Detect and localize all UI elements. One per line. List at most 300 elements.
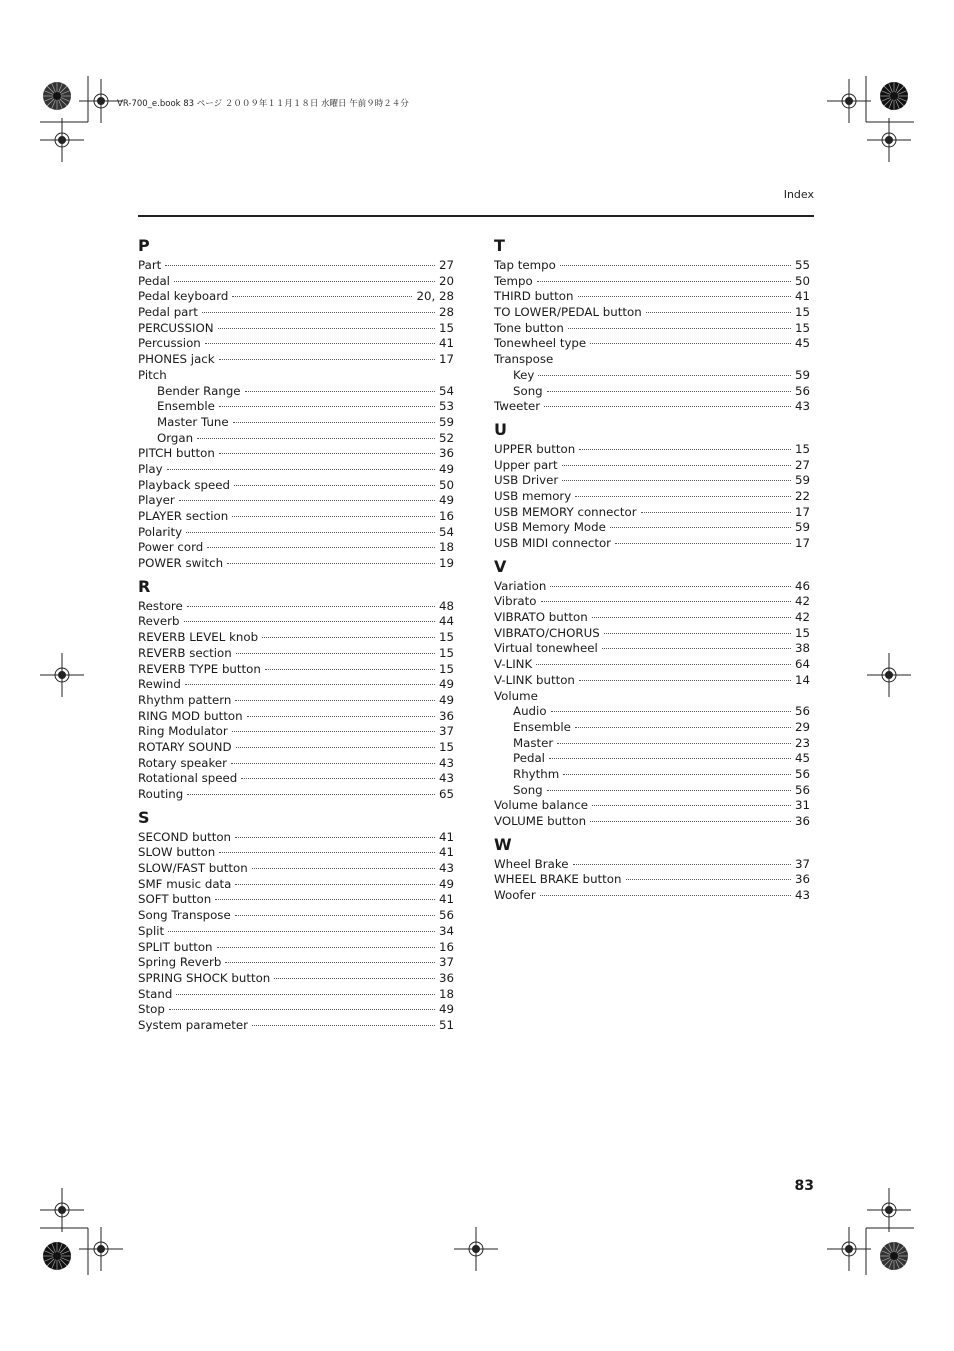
entry-page: 56 bbox=[794, 782, 810, 797]
entry-page: 42 bbox=[794, 610, 810, 625]
index-entry bbox=[138, 892, 454, 908]
index-entry bbox=[138, 478, 454, 494]
entry-page: 37 bbox=[794, 856, 810, 871]
index-entry bbox=[138, 305, 454, 321]
index-entry bbox=[494, 505, 810, 521]
entry-term: POWER switch bbox=[138, 556, 224, 571]
index-entry bbox=[138, 509, 454, 525]
color-target-icon bbox=[43, 82, 71, 110]
entry-page: 55 bbox=[794, 258, 810, 272]
dot-leader bbox=[549, 758, 791, 759]
index-entry bbox=[138, 599, 454, 615]
dot-leader bbox=[537, 281, 791, 282]
entry-page: 20 bbox=[438, 273, 454, 288]
entry-term: Pedal keyboard bbox=[138, 289, 229, 304]
dot-leader bbox=[544, 406, 791, 407]
dot-leader bbox=[265, 669, 435, 670]
entry-page: 45 bbox=[794, 751, 810, 766]
dot-leader bbox=[231, 763, 435, 764]
entry-term: SOFT button bbox=[138, 892, 212, 907]
entry-term: Organ bbox=[157, 430, 194, 445]
index-entry bbox=[138, 908, 454, 924]
color-target-icon bbox=[880, 1242, 908, 1270]
dot-leader bbox=[235, 884, 435, 885]
index-entry bbox=[138, 525, 454, 541]
index-entry bbox=[138, 830, 454, 846]
entry-page: 54 bbox=[438, 383, 454, 398]
dot-leader bbox=[219, 852, 435, 853]
dot-leader bbox=[579, 680, 791, 681]
index-entry bbox=[138, 709, 454, 725]
index-entry bbox=[138, 987, 454, 1003]
index-entry bbox=[494, 289, 810, 305]
index-entry bbox=[138, 861, 454, 877]
entry-page: 17 bbox=[438, 352, 454, 367]
entry-term: V-LINK button bbox=[494, 672, 575, 687]
index-entry bbox=[494, 610, 810, 626]
entry-term: Pitch bbox=[138, 367, 167, 382]
entry-page: 43 bbox=[438, 771, 454, 786]
color-target-icon bbox=[43, 1242, 71, 1270]
entry-page: 52 bbox=[438, 430, 454, 445]
entry-page: 49 bbox=[438, 876, 454, 891]
index-entry bbox=[138, 556, 454, 572]
entry-term: USB Driver bbox=[494, 473, 559, 488]
index-entry bbox=[494, 657, 810, 673]
dot-leader bbox=[646, 312, 791, 313]
entry-page: 17 bbox=[794, 504, 810, 519]
entry-term: Spring Reverb bbox=[138, 955, 222, 970]
dot-leader bbox=[234, 485, 435, 486]
index-entry bbox=[138, 756, 454, 772]
entry-page: 36 bbox=[438, 970, 454, 985]
entry-page: 15 bbox=[438, 630, 454, 645]
dot-leader bbox=[274, 978, 435, 979]
dot-leader bbox=[217, 947, 435, 948]
page-number: 83 bbox=[794, 1178, 814, 1194]
entry-term: PERCUSSION bbox=[138, 320, 214, 335]
index-entry bbox=[138, 630, 454, 646]
index-column-left bbox=[138, 234, 454, 1037]
index-entry bbox=[138, 845, 454, 861]
dot-leader bbox=[165, 265, 435, 266]
index-entry bbox=[494, 798, 810, 814]
index-section-s bbox=[138, 806, 454, 1034]
entry-term: Tone button bbox=[494, 320, 564, 335]
dot-leader bbox=[562, 465, 791, 466]
entry-page: 65 bbox=[438, 787, 454, 801]
entry-page: 43 bbox=[794, 888, 810, 903]
entry-page: 41 bbox=[794, 289, 810, 304]
entry-page: 56 bbox=[794, 704, 810, 719]
dot-leader bbox=[207, 547, 435, 548]
index-entry bbox=[494, 489, 810, 505]
entry-term: Vibrato bbox=[494, 594, 537, 609]
entry-page: 18 bbox=[438, 986, 454, 1001]
dot-leader bbox=[590, 343, 791, 344]
entry-page: 56 bbox=[794, 766, 810, 781]
dot-leader bbox=[592, 617, 791, 618]
entry-page: 15 bbox=[794, 441, 810, 456]
index-entry bbox=[138, 540, 454, 556]
index-entry bbox=[138, 924, 454, 940]
entry-page: 36 bbox=[794, 814, 810, 828]
index-subentry bbox=[494, 751, 810, 767]
index-subentry bbox=[138, 384, 454, 400]
index-subentry bbox=[494, 736, 810, 752]
entry-term: SLOW/FAST button bbox=[138, 861, 248, 876]
index-entry bbox=[494, 888, 810, 904]
entry-page: 20, 28 bbox=[416, 289, 454, 304]
dot-leader bbox=[602, 648, 791, 649]
entry-term: Song Transpose bbox=[138, 908, 231, 923]
entry-page: 16 bbox=[438, 509, 454, 523]
entry-term: Ring Modulator bbox=[138, 724, 228, 739]
dot-leader bbox=[557, 743, 791, 744]
dot-leader bbox=[578, 296, 791, 297]
entry-term: Master bbox=[513, 735, 554, 750]
entry-term: WHEEL BRAKE button bbox=[494, 872, 622, 887]
entry-term: System parameter bbox=[138, 1017, 249, 1032]
entry-term: Stand bbox=[138, 986, 173, 1001]
entry-term: Bender Range bbox=[157, 383, 241, 398]
dot-leader bbox=[179, 500, 435, 501]
dot-leader bbox=[247, 716, 435, 717]
entry-page: 29 bbox=[794, 719, 810, 734]
entry-page: 37 bbox=[438, 955, 454, 970]
entry-term: Song bbox=[513, 782, 543, 797]
dot-leader bbox=[187, 606, 435, 607]
dot-leader bbox=[235, 700, 435, 701]
entry-page: 15 bbox=[438, 739, 454, 754]
dot-leader bbox=[547, 391, 791, 392]
dot-leader bbox=[167, 469, 435, 470]
dot-leader bbox=[218, 328, 435, 329]
index-subentry bbox=[494, 704, 810, 720]
entry-term: Power cord bbox=[138, 540, 204, 555]
section-letter: R bbox=[138, 576, 151, 596]
entry-term: Polarity bbox=[138, 524, 183, 539]
entry-term: Rhythm bbox=[513, 766, 560, 781]
registration-mark-icon bbox=[40, 1188, 84, 1232]
index-entry bbox=[138, 955, 454, 971]
entry-page: 49 bbox=[438, 461, 454, 476]
dot-leader bbox=[232, 516, 435, 517]
index-entry bbox=[494, 536, 810, 552]
entry-term: USB MIDI connector bbox=[494, 536, 612, 550]
index-section-w bbox=[494, 833, 810, 904]
index-column-right bbox=[494, 234, 810, 907]
entry-term: Split bbox=[138, 923, 165, 938]
dot-leader bbox=[252, 1025, 435, 1026]
index-entry bbox=[494, 258, 810, 274]
entry-page: 41 bbox=[438, 892, 454, 907]
index-section-p bbox=[138, 234, 454, 572]
registration-mark-icon bbox=[867, 118, 911, 162]
entry-term: Tempo bbox=[494, 273, 533, 288]
registration-mark-icon bbox=[79, 1227, 123, 1271]
index-entry bbox=[138, 971, 454, 987]
dot-leader bbox=[169, 1009, 435, 1010]
dot-leader bbox=[610, 527, 791, 528]
entry-term: Stop bbox=[138, 1002, 165, 1017]
entry-page: 49 bbox=[438, 692, 454, 707]
dot-leader bbox=[168, 931, 435, 932]
entry-page: 41 bbox=[438, 829, 454, 844]
index-entry bbox=[138, 771, 454, 787]
entry-term: Percussion bbox=[138, 336, 201, 351]
entry-term: Virtual tonewheel bbox=[494, 641, 598, 656]
entry-page: 50 bbox=[438, 477, 454, 492]
entry-term: USB Memory Mode bbox=[494, 520, 606, 535]
index-section-t bbox=[494, 234, 810, 415]
entry-term: REVERB LEVEL knob bbox=[138, 630, 259, 645]
entry-term: Key bbox=[513, 367, 535, 382]
index-subentry bbox=[494, 767, 810, 783]
entry-page: 28 bbox=[438, 305, 454, 320]
entry-page: 15 bbox=[794, 320, 810, 335]
entry-term: Ensemble bbox=[513, 719, 571, 734]
entry-term: Play bbox=[138, 461, 163, 476]
index-entry bbox=[138, 258, 454, 274]
entry-page: 50 bbox=[794, 273, 810, 288]
entry-page: 53 bbox=[438, 399, 454, 414]
index-entry bbox=[138, 274, 454, 290]
entry-term: Song bbox=[513, 383, 543, 398]
entry-term: Pedal bbox=[513, 751, 545, 766]
entry-term: Volume balance bbox=[494, 798, 589, 813]
entry-term: SMF music data bbox=[138, 876, 232, 891]
entry-term: Restore bbox=[138, 598, 183, 613]
entry-page: 56 bbox=[438, 908, 454, 923]
entry-term: Pedal bbox=[138, 273, 170, 288]
index-entry bbox=[138, 1002, 454, 1018]
dot-leader bbox=[540, 895, 791, 896]
section-letter: T bbox=[494, 236, 505, 255]
entry-page: 38 bbox=[794, 641, 810, 656]
entry-term: TO LOWER/PEDAL button bbox=[494, 305, 642, 320]
entry-page: 43 bbox=[438, 861, 454, 876]
entry-page: 49 bbox=[438, 677, 454, 692]
entry-term: Rewind bbox=[138, 677, 181, 692]
entry-page: 22 bbox=[794, 488, 810, 503]
index-entry bbox=[138, 614, 454, 630]
entry-term: Playback speed bbox=[138, 477, 231, 492]
entry-term: SECOND button bbox=[138, 829, 232, 844]
entry-page: 54 bbox=[438, 524, 454, 539]
dot-leader bbox=[233, 422, 435, 423]
index-entry bbox=[138, 1018, 454, 1034]
entry-term: SLOW button bbox=[138, 845, 216, 860]
entry-page: 36 bbox=[794, 872, 810, 887]
registration-mark-icon bbox=[40, 118, 84, 162]
dot-leader bbox=[219, 359, 435, 360]
dot-leader bbox=[202, 312, 435, 313]
registration-mark-icon bbox=[867, 1188, 911, 1232]
index-entry bbox=[138, 940, 454, 956]
dot-leader bbox=[232, 296, 412, 297]
entry-page: 43 bbox=[794, 399, 810, 414]
dot-leader bbox=[197, 438, 435, 439]
dot-leader bbox=[227, 563, 435, 564]
index-entry bbox=[494, 473, 810, 489]
entry-term: Reverb bbox=[138, 614, 180, 629]
index-section-r bbox=[138, 575, 454, 803]
index-entry bbox=[494, 673, 810, 689]
entry-term: V-LINK bbox=[494, 657, 533, 672]
entry-term: Tweeter bbox=[494, 399, 541, 414]
entry-term: Pedal part bbox=[138, 305, 198, 320]
dot-leader bbox=[235, 915, 435, 916]
dot-leader bbox=[219, 406, 435, 407]
entry-page: 43 bbox=[438, 755, 454, 770]
dot-leader bbox=[205, 343, 435, 344]
entry-page: 44 bbox=[438, 614, 454, 629]
dot-leader bbox=[590, 821, 791, 822]
index-entry bbox=[138, 321, 454, 337]
entry-page: 59 bbox=[794, 473, 810, 488]
entry-term: Variation bbox=[494, 578, 547, 593]
entry-page: 19 bbox=[438, 556, 454, 571]
entry-term: PHONES jack bbox=[138, 352, 215, 367]
index-entry bbox=[494, 458, 810, 474]
index-entry bbox=[138, 462, 454, 478]
entry-term: USB MEMORY connector bbox=[494, 504, 637, 519]
registration-mark-icon bbox=[827, 1227, 871, 1271]
index-entry bbox=[494, 321, 810, 337]
entry-page: 27 bbox=[438, 258, 454, 272]
entry-page: 15 bbox=[438, 661, 454, 676]
entry-page: 45 bbox=[794, 336, 810, 351]
entry-term: Tonewheel type bbox=[494, 336, 587, 351]
index-entry bbox=[138, 493, 454, 509]
entry-term: Tap tempo bbox=[494, 258, 556, 272]
entry-term: PLAYER section bbox=[138, 509, 229, 523]
entry-term: THIRD button bbox=[494, 289, 574, 304]
dot-leader bbox=[547, 790, 791, 791]
entry-term: Master Tune bbox=[157, 414, 229, 429]
index-subentry bbox=[494, 368, 810, 384]
section-letter: W bbox=[494, 834, 512, 854]
entry-page: 59 bbox=[794, 367, 810, 382]
entry-page: 51 bbox=[438, 1017, 454, 1032]
index-section-v bbox=[494, 555, 810, 830]
index-entry bbox=[494, 641, 810, 657]
entry-page: 31 bbox=[794, 798, 810, 813]
registration-mark-icon bbox=[867, 653, 911, 697]
entry-page: 49 bbox=[438, 1002, 454, 1017]
entry-term: VIBRATO button bbox=[494, 610, 588, 625]
registration-mark-icon bbox=[827, 79, 871, 123]
index-subentry bbox=[138, 399, 454, 415]
index-entry bbox=[494, 872, 810, 888]
dot-leader bbox=[560, 265, 791, 266]
entry-term: VIBRATO/CHORUS bbox=[494, 625, 600, 640]
index-entry bbox=[494, 352, 810, 368]
index-entry bbox=[494, 814, 810, 830]
index-entry bbox=[138, 740, 454, 756]
entry-page: 27 bbox=[794, 457, 810, 472]
entry-term: PITCH button bbox=[138, 446, 215, 461]
entry-page: 15 bbox=[794, 305, 810, 320]
entry-term: Volume bbox=[494, 688, 538, 703]
entry-term: Transpose bbox=[494, 352, 554, 367]
dot-leader bbox=[536, 664, 791, 665]
dot-leader bbox=[187, 794, 435, 795]
index-entry bbox=[138, 446, 454, 462]
index-subentry bbox=[494, 384, 810, 400]
color-target-icon bbox=[880, 82, 908, 110]
header-rule bbox=[138, 215, 814, 217]
index-entry bbox=[494, 520, 810, 536]
index-entry bbox=[138, 787, 454, 803]
entry-term: Ensemble bbox=[157, 399, 215, 414]
entry-page: 59 bbox=[794, 520, 810, 535]
dot-leader bbox=[185, 684, 435, 685]
index-entry bbox=[138, 877, 454, 893]
index-entry bbox=[494, 626, 810, 642]
entry-term: SPLIT button bbox=[138, 939, 213, 954]
dot-leader bbox=[235, 837, 435, 838]
index-entry bbox=[494, 274, 810, 290]
dot-leader bbox=[604, 633, 791, 634]
entry-page: 37 bbox=[438, 724, 454, 739]
print-slug: VR-700_e.book 83 ページ ２００９年１１月１８日 水曜日 午前９時２４分 bbox=[117, 99, 409, 109]
index-entry bbox=[494, 399, 810, 415]
dot-leader bbox=[176, 994, 435, 995]
entry-term: UPPER button bbox=[494, 441, 576, 456]
dot-leader bbox=[215, 899, 435, 900]
index-entry bbox=[494, 305, 810, 321]
dot-leader bbox=[219, 453, 435, 454]
section-letter: U bbox=[494, 419, 507, 439]
dot-leader bbox=[262, 637, 435, 638]
dot-leader bbox=[641, 512, 791, 513]
index-entry bbox=[494, 442, 810, 458]
dot-leader bbox=[541, 601, 791, 602]
entry-term: Audio bbox=[513, 704, 547, 719]
entry-term: REVERB TYPE button bbox=[138, 661, 261, 676]
index-entry bbox=[138, 724, 454, 740]
dot-leader bbox=[225, 962, 435, 963]
entry-page: 16 bbox=[438, 939, 454, 954]
index-subentry bbox=[138, 431, 454, 447]
dot-leader bbox=[573, 864, 791, 865]
entry-term: REVERB section bbox=[138, 645, 232, 660]
entry-term: VOLUME button bbox=[494, 814, 587, 828]
dot-leader bbox=[184, 621, 435, 622]
dot-leader bbox=[575, 496, 791, 497]
dot-leader bbox=[562, 480, 791, 481]
entry-page: 56 bbox=[794, 383, 810, 398]
dot-leader bbox=[551, 711, 791, 712]
entry-term: Wheel Brake bbox=[494, 856, 569, 871]
index-entry bbox=[494, 857, 810, 873]
dot-leader bbox=[568, 328, 791, 329]
index-entry bbox=[138, 368, 454, 384]
entry-page: 15 bbox=[438, 320, 454, 335]
index-entry bbox=[138, 662, 454, 678]
index-entry bbox=[494, 579, 810, 595]
entry-page: 17 bbox=[794, 536, 810, 550]
index-entry bbox=[138, 646, 454, 662]
registration-mark-icon bbox=[40, 653, 84, 697]
dot-leader bbox=[592, 805, 791, 806]
dot-leader bbox=[241, 778, 435, 779]
entry-page: 42 bbox=[794, 594, 810, 609]
dot-leader bbox=[538, 375, 791, 376]
entry-page: 48 bbox=[438, 598, 454, 613]
